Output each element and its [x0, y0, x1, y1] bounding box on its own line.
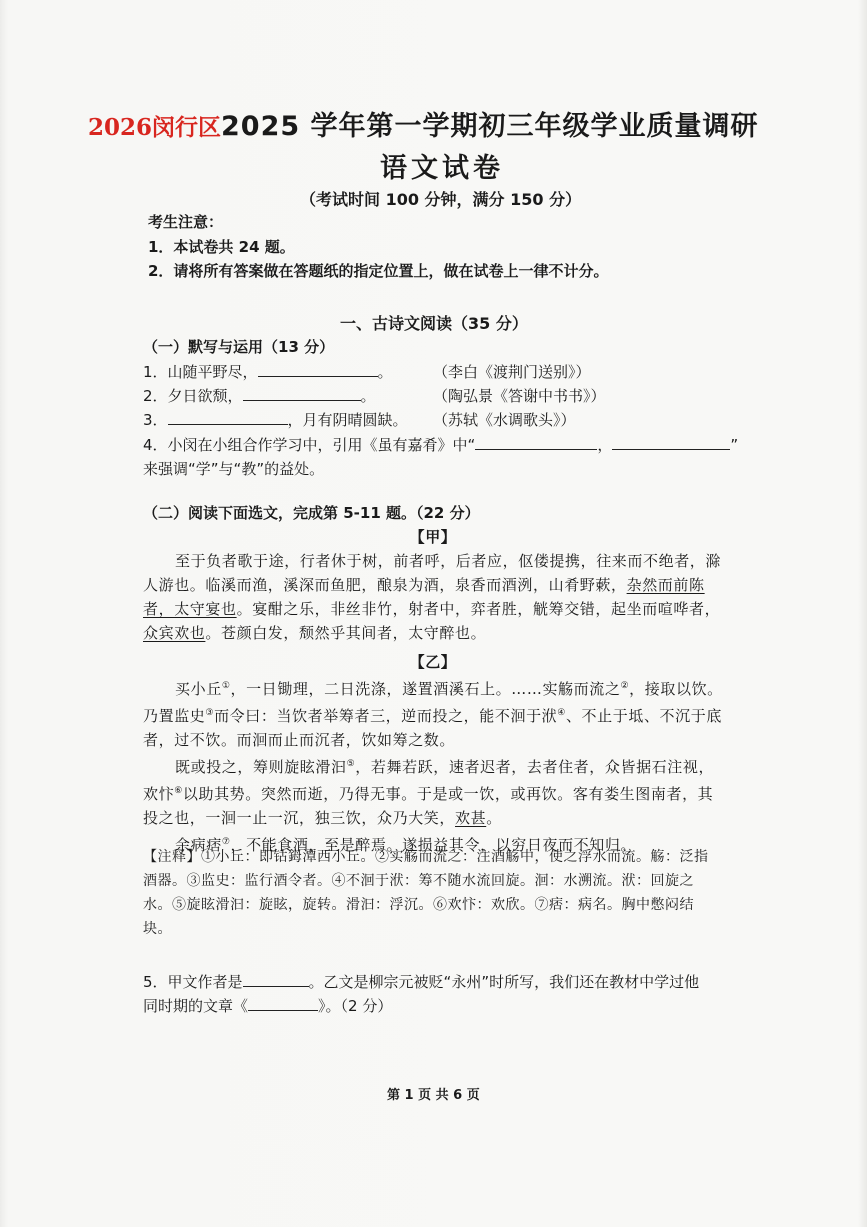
q2-answer-blank[interactable]: [243, 386, 361, 401]
note-marker: ①: [221, 681, 231, 691]
yi-text: ，一日锄理，二日洗涤，遂置酒溪石上。……实觞而流之: [230, 680, 621, 698]
q3-answer-blank[interactable]: [168, 410, 288, 425]
title-text: 2025 学年第一学期初三年级学业质量调研: [221, 111, 759, 142]
q3-source: （苏轼《水调歌头》）: [433, 411, 576, 429]
q4-line2: 来强调“学”与“教”的益处。: [143, 460, 325, 478]
q5-answer-blank-2[interactable]: [248, 996, 318, 1011]
q5-answer-blank-1[interactable]: [243, 972, 309, 987]
q3-prefix: 3．: [143, 411, 168, 429]
q2-source: （陶弘景《答谢中书书》）: [433, 387, 606, 405]
q4-answer-blank-2[interactable]: [612, 435, 730, 450]
q5-line2-prefix: 同时期的文章《: [143, 997, 249, 1015]
jia-text-1: 至于负者歌于途，行者休于树，前者呼，后者应，伛偻提携，往来而不绝者，滁人游也。临溪而渔，溪深而鱼肥，酿泉为酒，泉香而酒洌，山肴野蔌，: [143, 552, 722, 594]
jia-text-2: 。宴酣之乐，非丝非竹，射者中，弈者胜，觥筹交错，起坐而喧哗者，: [236, 600, 721, 618]
exam-info: （考试时间 100 分钟，满分 150 分）: [300, 190, 582, 209]
passage-jia-label: 【甲】: [409, 528, 457, 546]
passage-yi: [143, 650, 723, 857]
question-1: [143, 361, 393, 382]
passage-yi-paragraph-2: [143, 752, 723, 830]
yi-text: ，接取以饮。乃置监史: [143, 680, 723, 725]
yi-text: 以助其势。突然而逝，乃得无事。于是或一饮，或再饮。客有娄生图南者，其投之也，一洄一止一沉，独三饮，众乃大笑，: [143, 785, 714, 827]
yi-text: 、不止于坻、不沉于底者，过不饮。而洄而止而沉者，饮如筹之数。: [143, 707, 722, 749]
q2-prefix: 2．夕日欲颓，: [143, 387, 243, 405]
yi-text: 。: [486, 809, 502, 827]
notice-item-2: 2．请将所有答案做在答题纸的指定位置上，做在试卷上一律不计分。: [148, 262, 609, 280]
section-heading: 一、古诗文阅读（35 分）: [340, 314, 528, 333]
note-marker: ⑦: [221, 837, 231, 847]
annotations: 【注释】①小丘：即钴鉧潭西小丘。②实觞而流之：注酒觞中，使之浮水而流。觞：泛指酒器。③监史：监行酒令者。④不洄于洑：筹不随水流回旋。洄：水溯流。洑：回旋之水。⑤旋眩滑汩：旋眩，旋转。滑汩：浮沉。⑥欢忭：欢欣。⑦痞：病名。胸中憋闷结块。: [143, 849, 709, 937]
q5-line2-suffix: 》。（2 分）: [318, 997, 393, 1015]
yi-text: 既或投之，筹则旋眩滑汩: [175, 758, 347, 776]
yi-underlined: 欢甚: [455, 809, 487, 827]
part2-heading: （二）阅读下面选文，完成第 5-11 题。（22 分）: [143, 504, 480, 522]
yi-text: 而令曰：当饮者举筹者三，逆而投之，能不洄于洑: [214, 707, 558, 725]
q1-prefix: 1．山随平野尽，: [143, 363, 258, 381]
q5-suffix: 。乙文是柳宗元被贬“永州”时所写，我们还在教材中学过他: [308, 973, 700, 991]
question-2: [143, 385, 376, 406]
passage-jia-paragraph: [143, 549, 723, 645]
q5-prefix: 5．甲文作者是: [143, 973, 243, 991]
q4-prefix: 4．小闵在小组合作学习中，引用《虽有嘉肴》中“: [143, 436, 476, 454]
q2-suffix: 。: [360, 387, 376, 405]
yi-text: ，不能食酒，至是醉焉。遂损益其令，以穷日夜而不知归。: [230, 836, 637, 854]
q1-answer-blank[interactable]: [258, 362, 378, 377]
note-marker: ⑤: [346, 759, 356, 769]
exam-title: [88, 104, 759, 143]
question-4: [143, 434, 738, 455]
q1-source: （李白《渡荆门送别》）: [433, 363, 591, 381]
jia-underlined-1: 杂然而前陈者，太守宴也: [143, 576, 705, 618]
question-3: [143, 409, 408, 430]
q4-mid: ，: [597, 436, 613, 454]
notice-heading: 考生注意：: [148, 213, 224, 231]
q1-suffix: 。: [377, 363, 393, 381]
passage-yi-paragraph-1: [143, 674, 723, 752]
passage-yi-label: 【乙】: [409, 653, 457, 671]
jia-underlined-2: 众宾欢也: [143, 624, 206, 642]
question-5-line-2: [143, 995, 392, 1016]
passage-jia: [143, 525, 723, 645]
yi-text: ，若舞若跃，速者迟者，去者住者，众皆据石注视，欢忭: [143, 758, 715, 803]
page-number: 第 1 页 共 6 页: [387, 1088, 480, 1103]
yi-text: 余病痞: [175, 836, 222, 854]
question-5-line-1: [143, 971, 699, 992]
note-marker: ⑥: [174, 786, 183, 796]
notice-item-1: 1．本试卷共 24 题。: [148, 238, 295, 256]
q4-answer-blank-1[interactable]: [475, 435, 597, 450]
note-marker: ③: [205, 708, 215, 718]
yi-text: 买小丘: [175, 680, 222, 698]
exam-subtitle: 语文试卷: [380, 153, 504, 184]
q3-suffix: ，月有阴晴圆缺。: [287, 411, 408, 429]
q4-end: ”: [730, 436, 739, 454]
note-marker: ②: [620, 681, 630, 691]
region-tag: 2026闵行区: [88, 114, 222, 141]
note-marker: ④: [557, 708, 566, 718]
jia-text-3: 。苍颜白发，颓然乎其间者，太守醉也。: [205, 624, 487, 642]
part1-heading: （一）默写与运用（13 分）: [143, 338, 335, 356]
